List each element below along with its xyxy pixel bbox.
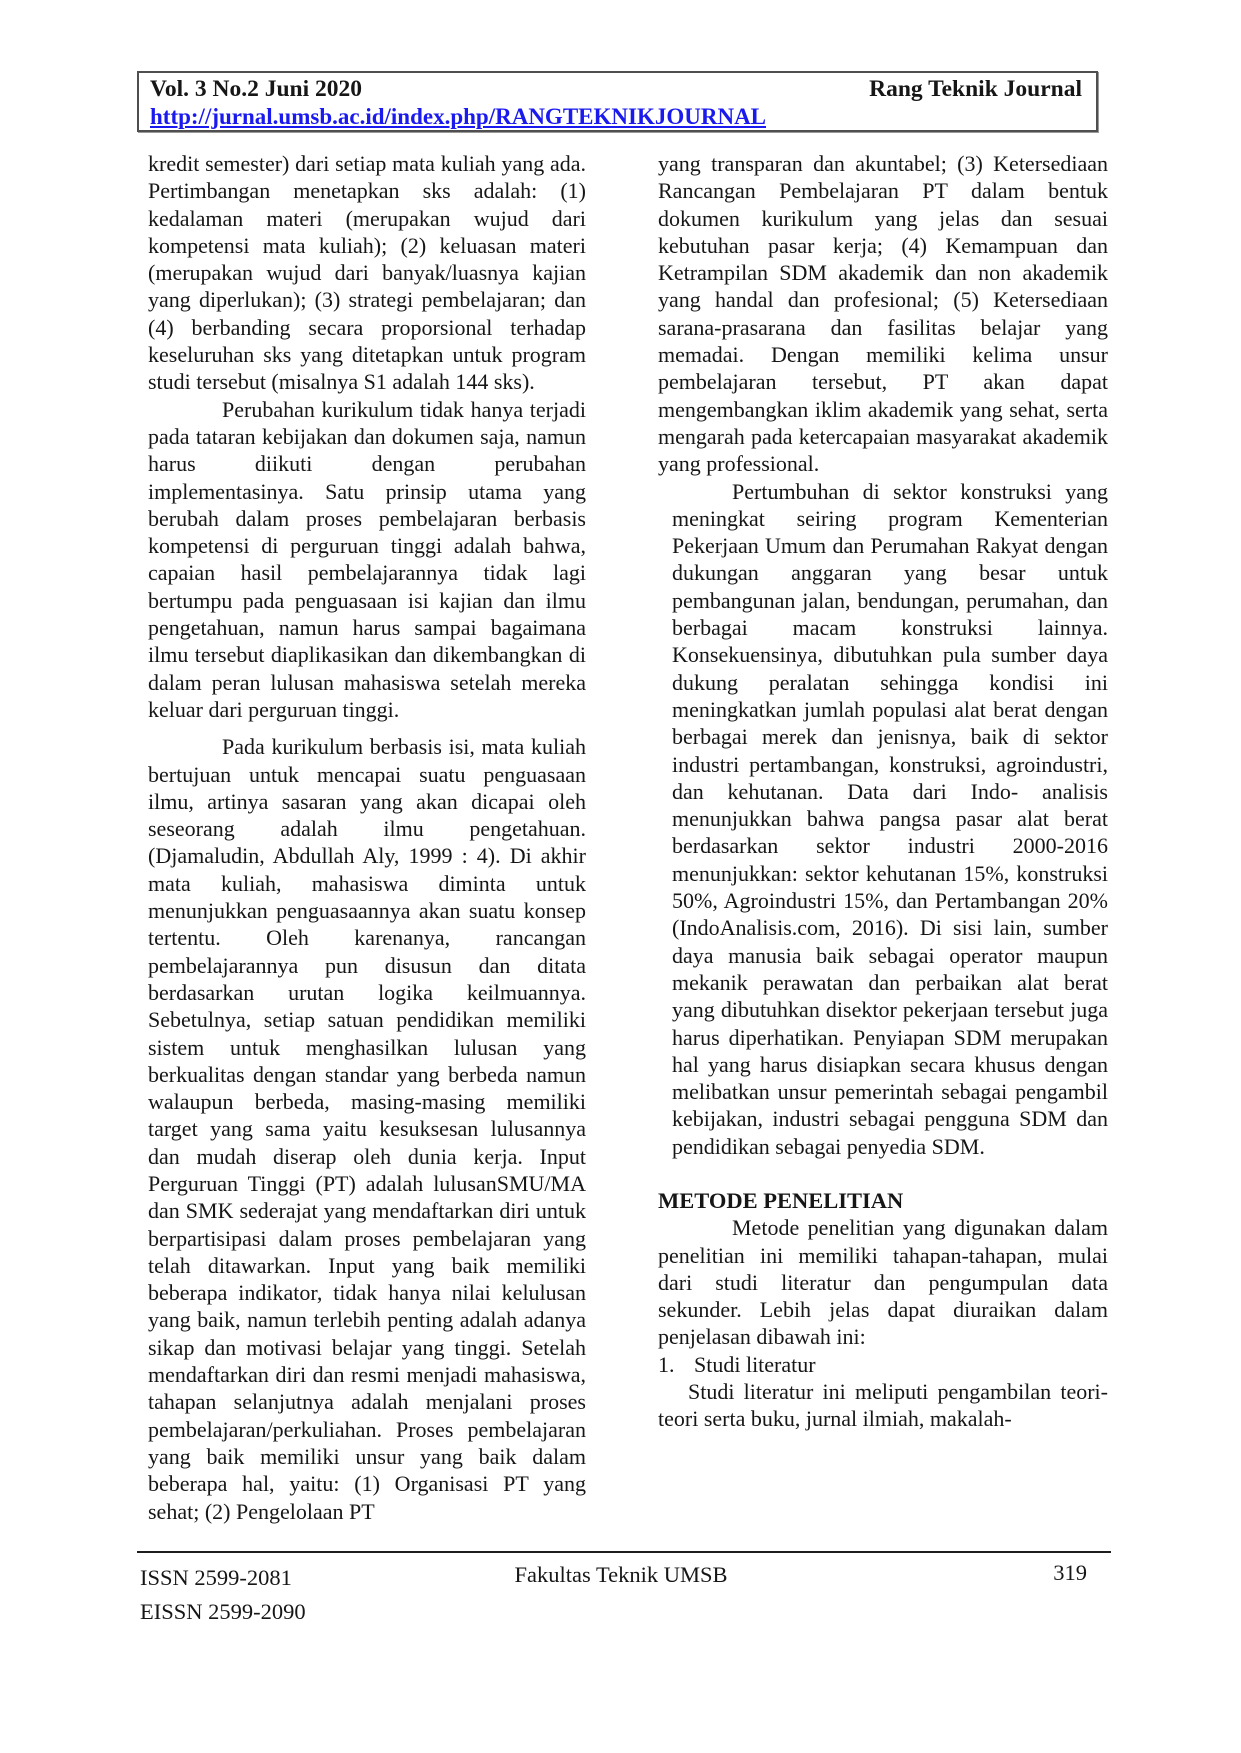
left-paragraph-1: kredit semester) dari setiap mata kuliah yang ada. Pertimbangan menetapkan sks adalah: (1) kedalaman materi (merupakan wujud dari kompetensi mata kuliah); (2) keluasan materi (merupakan wujud dari banyak/luasnya kajian yang diperlukan); (3) strategi pembelajaran; dan (4) berbanding secara proporsional terhadap keseluruhan sks yang ditetapkan untuk program studi tersebut (misalnya S1 adalah 144 sks). <box>148 151 586 395</box>
left-paragraph-2: Perubahan kurikulum tidak hanya terjadi pada tataran kebijakan dan dokumen saja, namun harus diikuti dengan perubahan implementasinya. Satu prinsip utama yang berubah dalam proses pembelajaran berbasis kompetensi di perguruan tinggi adalah bahwa, capaian hasil pembelajarannya tidak lagi bertumpu pada penguasaan isi kajian dan ilmu pengetahuan, namun harus sampai bagaimana ilmu tersebut diaplikasikan dan dikembangkan di dalam peran lulusan mahasiswa setelah mereka keluar dari perguruan tinggi. <box>148 396 586 722</box>
left-paragraph-3: Pada kurikulum berbasis isi, mata kuliah bertujuan untuk mencapai suatu penguasaan ilmu, artinya sasaran yang akan dicapai oleh seseorang adalah ilmu pengetahuan. (Djamaludin, Abdullah Aly, 1999 : 4). Di akhir mata kuliah, mahasiswa diminta untuk menunjukkan penguasaannya akan suatu konsep tertentu. Oleh karenanya, rancangan pembelajarannya pun disusun dan ditata berdasarkan urutan logika keilmuannya. Sebetulnya, setiap satuan pendidikan memiliki sistem untuk menghasilkan lulusan yang berkualitas dengan standar yang berbeda namun walaupun berbeda, masing-masing memiliki target yang sama yaitu kesuksesan lulusannya dan mudah diserap oleh dunia kerja. Input Perguruan Tinggi (PT) adalah lulusanSMU/MA dan SMK sederajat yang mendaftarkan diri untuk berpartisipasi dalam proses pembelajaran yang telah ditawarkan. Input yang baik memiliki beberapa indikator, tidak hanya nilai kelulusan yang baik, namun terlebih penting adalah adanya sikap dan motivasi belajar yang tinggi. Setelah mendaftarkan diri dan resmi menjadi mahasiswa, tahapan selanjutnya adalah menjalani proses pembelajaran/perkuliahan. Proses pembelajaran yang baik memiliki unsur yang baik dalam beberapa hal, yaitu: (1) Organisasi PT yang sehat; (2) Pengelolaan PT <box>148 734 586 1524</box>
footer-page-number: 319 <box>1053 1560 1087 1585</box>
right-paragraph-4: Studi literatur ini meliputi pengambilan teori-teori serta buku, jurnal ilmiah, makalah- <box>658 1379 1108 1432</box>
right-paragraph-2: Pertumbuhan di sektor konstruksi yang meningkat seiring program Kementerian Pekerjaan Umum dan Perumahan Rakyat dengan dukungan anggaran yang besar untuk pembangunan jalan, bendungan, perumahan, dan berbagai macam konstruksi lainnya. Konsekuensinya, dibutuhkan pula sumber daya dukung peralatan sehingga kondisi ini meningkatkan jumlah populasi alat berat dengan berbagai merek dan jenisnya, baik di sektor industri pertambangan, konstruksi, agroindustri, dan kehutanan. Data dari Indo- analisis menunjukkan bahwa pangsa pasar alat berat berdasarkan sektor industri 2000-2016 menunjukkan: sektor kehutanan 15%, konstruksi 50%, Agroindustri 15%, dan Pertambangan 20% (IndoAnalisis.com, 2016). Di sisi lain, sumber daya manusia baik sebagai operator maupun mekanik perawatan dan perbaikan alat berat yang dibutuhkan disektor pekerjaan tersebut juga harus diperhatikan. Penyiapan SDM merupakan hal yang harus disiapkan secara khusus dengan melibatkan unsur pemerintah sebagai pengambil kebijakan, industri sebagai pengguna SDM dan pendidikan sebagai penyedia SDM. <box>672 478 1108 1159</box>
footer-divider <box>137 1551 1111 1553</box>
footer-faculty: Fakultas Teknik UMSB <box>514 1562 728 1587</box>
header-journal-name: Rang Teknik Journal <box>869 76 1082 102</box>
header-volume-issue: Vol. 3 No.2 Juni 2020 <box>150 76 362 102</box>
list-item-number: 1. <box>658 1351 675 1377</box>
footer-issn-block <box>140 1561 306 1629</box>
numbered-list-item <box>658 1351 1108 1378</box>
footer-eissn: EISSN 2599-2090 <box>140 1599 306 1624</box>
footer-issn: ISSN 2599-2081 <box>140 1565 292 1590</box>
right-column <box>658 150 1108 1433</box>
right-paragraph-1: yang transparan dan akuntabel; (3) Ketersediaan Rancangan Pembelajaran PT dalam bentuk dokumen kurikulum yang jelas dan sesuai kebutuhan pasar kerja; (4) Kemampuan dan Ketrampilan SDM akademik dan non akademik yang handal dan profesional; (5) Ketersediaan sarana-prasarana dan fasilitas belajar yang memadai. Dengan memiliki kelima unsur pembelajaran tersebut, PT akan dapat mengembangkan iklim akademik yang sehat, serta mengarah pada ketercapaian masyarakat akademik yang professional. <box>658 151 1108 477</box>
journal-header-box <box>137 71 1098 132</box>
left-column <box>148 150 586 1525</box>
journal-url-link[interactable]: http://jurnal.umsb.ac.id/index.php/RANGTEKNIKJOURNAL <box>150 104 767 129</box>
section-heading-metode-penelitian: METODE PENELITIAN <box>658 1187 904 1213</box>
right-paragraph-3: Metode penelitian yang digunakan dalam penelitian ini memiliki tahapan-tahapan, mulai dari studi literatur dan pengumpulan data sekunder. Lebih jelas dapat diuraikan dalam penjelasan dibawah ini: <box>658 1215 1108 1350</box>
list-item-label: Studi literatur <box>694 1351 816 1377</box>
